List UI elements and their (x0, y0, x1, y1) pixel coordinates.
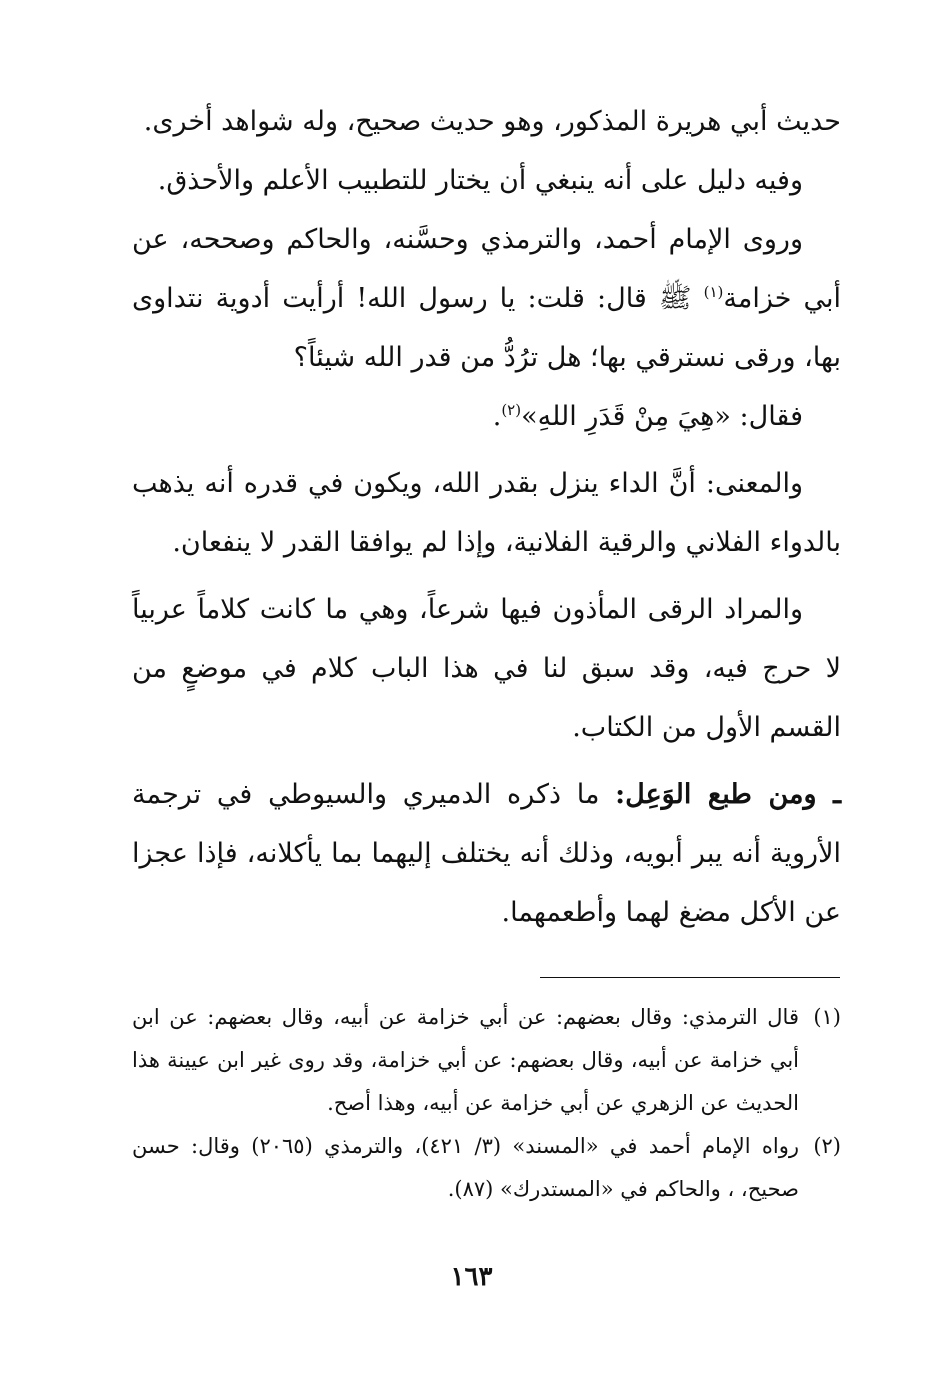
paragraph-3 (132, 210, 841, 387)
section-heading-wa'il: ـ ومن طبع الوَعِل: (615, 779, 842, 810)
footnote-text: قال الترمذي: وقال بعضهم: عن أبي خزامة عن أبيه، وقال بعضهم: عن ابن أبي خزامة عن أبيه، وقال بعضهم: عن أبي خزامة، وقد روى غير ابن عيينة هذا الحديث عن الزهري عن أبي خزامة عن أبيه، وهذا أصح. (132, 1005, 799, 1115)
footnote-1 (132, 996, 841, 1125)
paragraph-2: وفيه دليل على أنه ينبغي أن يختار للتطبيب الأعلم والأحذق. (157, 165, 803, 196)
paragraph-3-text-end: ﷺ قال: قلت: يا رسول الله! أرأيت أدوية نتداوى بها، ورقى نسترقي بها؛ هل ترُدُّ من قدر الله شيئاً؟ (132, 283, 841, 373)
paragraph-7 (132, 765, 841, 942)
paragraph-6: والمراد الرقى المأذون فيها شرعاً، وهي ما كانت كلاماً عربياً لا حرج فيه، وقد سبق لنا في هذا الباب كلام في موضعٍ من القسم الأول من الكتاب. (132, 594, 841, 743)
paragraph-3-text-start: وروى الإمام أحمد، والترمذي وحسَّنه، والحاكم وصححه، عن أبي خزامة (132, 224, 841, 314)
paragraph-5: والمعنى: أنَّ الداء ينزل بقدر الله، ويكون في قدره أنه يذهب بالدواء الفلاني والرقية الفلانية، وإذا لم يوافقا القدر لا ينفعان. (132, 468, 841, 558)
footnote-ref-1: (١) (703, 283, 724, 301)
footnote-separator (540, 977, 840, 978)
footnote-text: رواه الإمام أحمد في «المسند» (٣/ ٤٢١)، والترمذي (٢٠٦٥) وقال: حسن صحيح، ، والحاكم في «المستدرك» (٨٧). (132, 1134, 799, 1201)
paragraph-1: حديث أبي هريرة المذكور، وهو حديث صحيح، وله شواهد أخرى. (143, 106, 841, 137)
page-number: ١٦٣ (450, 1262, 493, 1292)
footnotes (132, 996, 841, 1211)
paragraph-4-text-start: فقال: «هِيَ مِنْ قَدَرِ اللهِ» (521, 401, 803, 432)
main-text (132, 92, 841, 942)
footnote-number: (٢) (813, 1134, 841, 1158)
footnote-2 (132, 1125, 841, 1211)
paragraph-4 (132, 387, 841, 446)
paragraph-7-text: ما ذكره الدميري والسيوطي في ترجمة الأروية أنه يبر أبويه، وذلك أنه يختلف إليهما بما يأكلانه، فإذا عجزا عن الأكل مضغ لهما وأطعمهما. (132, 779, 841, 928)
paragraph-4-text-end: . (492, 401, 502, 432)
footnote-ref-2: (٢) (501, 401, 522, 419)
footnote-number: (١) (813, 1005, 841, 1029)
